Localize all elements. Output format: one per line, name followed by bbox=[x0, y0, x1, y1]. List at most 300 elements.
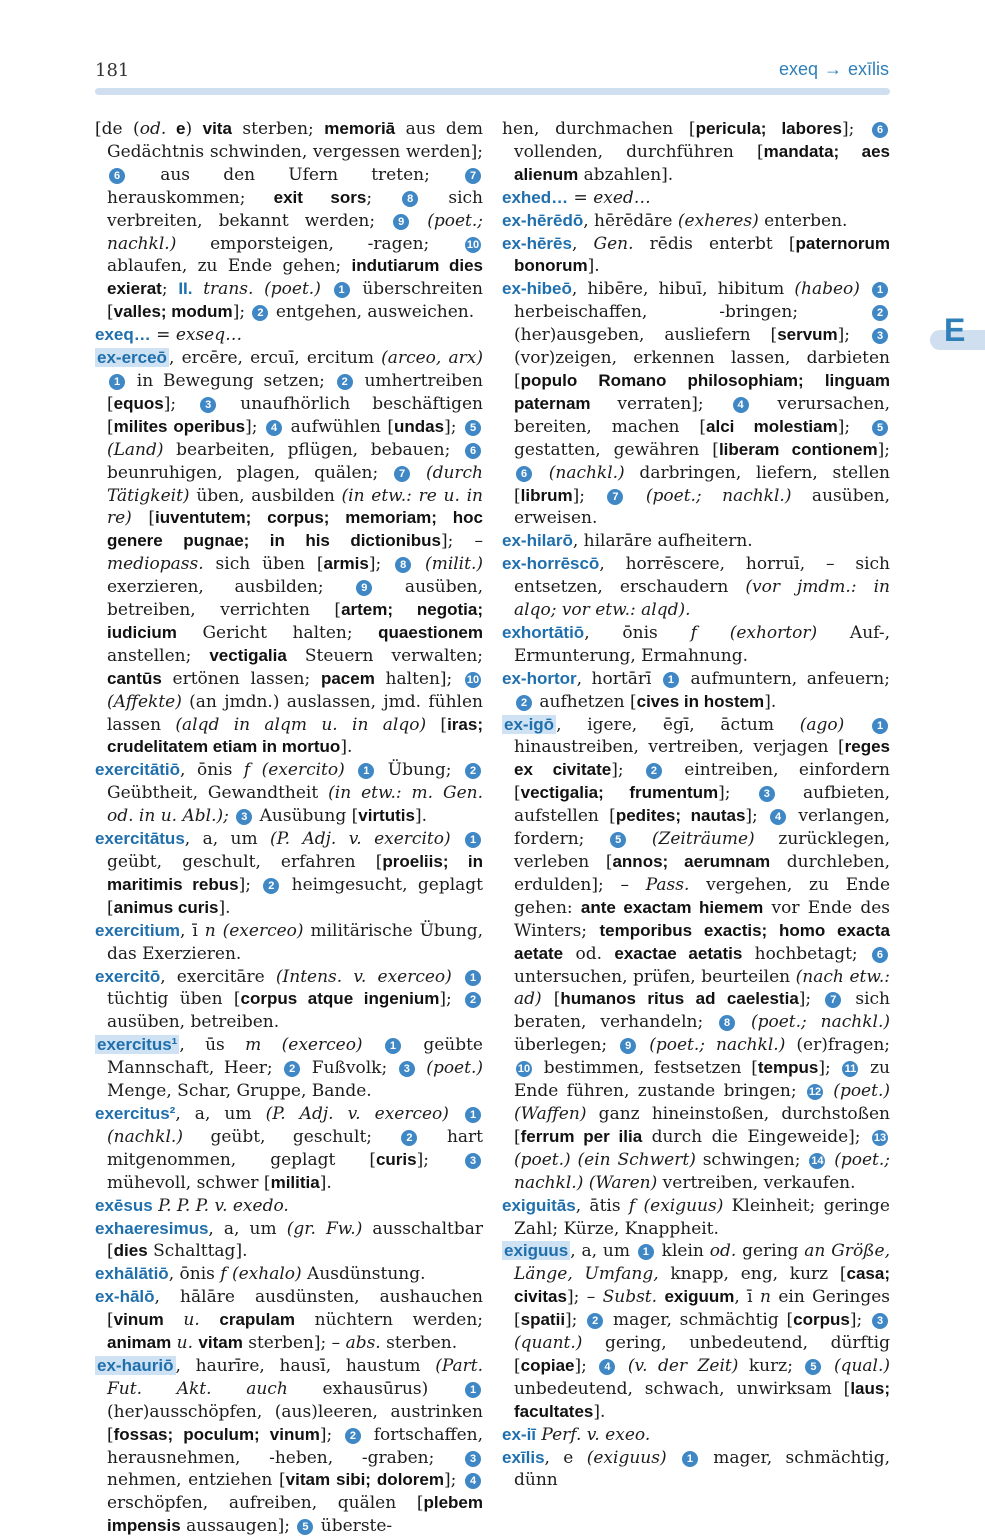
entry-text: ]; bbox=[368, 554, 394, 575]
headword[interactable]: exiguitās bbox=[502, 1195, 576, 1215]
entry-text: sich beraten, verhandeln; bbox=[514, 989, 891, 1033]
headword[interactable]: exercitātus bbox=[95, 829, 185, 849]
headword[interactable]: exeq… bbox=[95, 325, 151, 345]
italic-note: P. P. P. v. exedo. bbox=[152, 1195, 289, 1216]
italic-note: trans. (poet.) bbox=[192, 279, 321, 300]
sense-number: 5 bbox=[805, 1359, 821, 1375]
headword[interactable]: exhaeresimus bbox=[95, 1218, 209, 1238]
entry-text: Menge, Schar, Gruppe, Bande. bbox=[107, 1081, 372, 1102]
sense-number: 13 bbox=[873, 1131, 887, 1144]
entry-text: , ūs bbox=[179, 1035, 246, 1056]
bold-phrase: dies bbox=[113, 1241, 148, 1261]
entry-text: eintreiben, einfordern [ bbox=[514, 760, 890, 804]
entry-text bbox=[321, 279, 332, 299]
entry-text: geübt, geschult, erfahren [ bbox=[107, 852, 383, 872]
entry-text: sich verbreiten, bekannt werden; bbox=[107, 187, 483, 231]
sense-number: 8 bbox=[402, 191, 418, 207]
italic-note: (v. der Zeit) bbox=[617, 1355, 739, 1376]
italic-note: (vor jmdm.: in alqo; vor etw.: alqd). bbox=[514, 577, 890, 621]
entry-ex-horresco bbox=[502, 553, 890, 622]
bold-phrase: corpus atque ingenium bbox=[240, 989, 440, 1009]
headword[interactable]: exhortātiō bbox=[502, 622, 585, 642]
entry-text: exhausūrus) bbox=[287, 1378, 463, 1399]
sense-number: 10 bbox=[517, 1063, 531, 1076]
entry-text: ]; bbox=[238, 874, 262, 895]
italic-note: (poet.) (Waffen) bbox=[514, 1081, 890, 1124]
headword[interactable]: exercitātiō bbox=[95, 760, 181, 780]
entry-text: herbeischaffen, -bringen; bbox=[514, 302, 870, 323]
sense-number: 9 bbox=[393, 214, 409, 230]
bold-phrase: cives in hostem bbox=[636, 691, 765, 711]
entry-text: (er)fragen; bbox=[785, 1035, 890, 1056]
entry-text bbox=[452, 967, 463, 987]
italic-note: (Affekte) bbox=[107, 691, 182, 712]
entry-text: , ōnis bbox=[584, 622, 691, 643]
entry-text: Ausübung [ bbox=[254, 806, 359, 827]
entry-text: [ bbox=[131, 508, 155, 529]
entry-text: darbringen, liefern, stellen [ bbox=[514, 462, 890, 506]
headword[interactable]: ex-hilarō bbox=[502, 531, 573, 551]
italic-note: (qual.) bbox=[823, 1355, 891, 1376]
entry-text: nüchtern werden; bbox=[294, 1310, 483, 1331]
sense-number: 3 bbox=[872, 1313, 888, 1329]
entry-exercitus2 bbox=[95, 1103, 483, 1195]
left-column bbox=[95, 118, 483, 1538]
entry-text: geübt, geschult; bbox=[182, 1126, 400, 1147]
bold-phrase: vitam bbox=[198, 1333, 243, 1353]
entry-text: enterben. bbox=[758, 210, 848, 231]
entry-text bbox=[363, 1035, 383, 1055]
headword[interactable]: ex-horrēscō bbox=[502, 554, 600, 574]
entry-text: hen, durchmachen [ bbox=[502, 119, 696, 139]
entry-text: , hērēdāre bbox=[583, 210, 678, 231]
entry-text: mager, schmächtig [ bbox=[605, 1310, 794, 1331]
entry-exhaeresimus bbox=[95, 1218, 483, 1264]
italic-note: f (exhalo) bbox=[220, 1264, 302, 1285]
entry-text: ]. bbox=[593, 1401, 606, 1422]
entry-text: ]. bbox=[414, 806, 427, 827]
entry-text: [ bbox=[426, 714, 448, 735]
entry-text: vollenden, durchführen [ bbox=[514, 141, 764, 162]
entry-text: ; bbox=[161, 279, 179, 300]
headword[interactable]: exercitus¹ bbox=[97, 1035, 178, 1055]
bold-phrase: pacem bbox=[320, 668, 375, 688]
entry-text: sterben; bbox=[231, 119, 325, 139]
entry-text: überste- bbox=[315, 1516, 393, 1537]
bold-phrase: artem; negotia; iudicium bbox=[107, 600, 483, 642]
entry-text: , ōnis bbox=[180, 760, 244, 781]
entry-text bbox=[449, 1104, 463, 1124]
italic-note: (in etw.: m. Gen. od. in u. Abl.); bbox=[107, 783, 484, 827]
entry-text: [de ( bbox=[95, 119, 140, 139]
entry-text: sterben]; – bbox=[242, 1333, 346, 1354]
bold-phrase: laus; facultates bbox=[514, 1378, 890, 1421]
sense-number: 3 bbox=[200, 397, 216, 413]
italic-note: mediopass. bbox=[107, 554, 204, 575]
entry-exhaurio-cont bbox=[502, 118, 890, 187]
bold-phrase: iras; crudelitatem etiam in mortuo bbox=[107, 714, 483, 757]
entry-text: hart mitgenommen, geplagt [ bbox=[107, 1126, 483, 1170]
entry-text: sterben. bbox=[380, 1333, 458, 1354]
sense-number: 2 bbox=[646, 763, 662, 779]
entry-text: vor Ende des Winters; bbox=[514, 897, 890, 941]
sense-number: 1 bbox=[109, 374, 125, 390]
bold-phrase: undas bbox=[394, 416, 445, 436]
bold-phrase: proeliis; in maritimis rebus bbox=[107, 852, 483, 894]
entry-text: , hortārī bbox=[576, 668, 661, 689]
italic-note: (Land) bbox=[107, 439, 164, 460]
entry-text: tüchtig üben [ bbox=[107, 989, 241, 1010]
headword[interactable]: ex-hauriō bbox=[97, 1355, 174, 1375]
sense-number: 6 bbox=[872, 947, 888, 963]
entry-text: , ātis bbox=[575, 1195, 629, 1216]
entry-text: Kleinheit; geringe Zahl; Kürze, Knappheit. bbox=[514, 1195, 890, 1239]
entry-text: kurz; bbox=[738, 1355, 804, 1376]
sense-number: 8 bbox=[395, 557, 411, 573]
headword[interactable]: ex-hērēs bbox=[502, 233, 572, 253]
italic-note: f (exhortor) bbox=[690, 622, 818, 643]
entry-text: Gericht halten; bbox=[176, 622, 379, 643]
bold-phrase: vectigalia; frumentum bbox=[520, 783, 719, 803]
entry-text: entgehen, ausweichen. bbox=[270, 302, 475, 323]
entry-text: ]; bbox=[841, 119, 871, 139]
entry-exercitatus bbox=[95, 828, 483, 920]
sense-number: 1 bbox=[682, 1451, 698, 1467]
entry-text: = bbox=[150, 325, 176, 346]
italic-note: (exheres) bbox=[677, 210, 759, 231]
bold-phrase: iuventutem; corpus; memoriam; hoc genere pugnae; in his dictionibus bbox=[107, 508, 483, 551]
italic-note: (alqd in alqm u. in alqo) bbox=[175, 714, 427, 735]
entry-text: ) bbox=[185, 119, 203, 139]
entry-text: ]; bbox=[444, 416, 463, 437]
bold-phrase: paternorum bonorum bbox=[514, 233, 890, 276]
bold-phrase: copiae bbox=[520, 1355, 575, 1375]
entry-text: [ bbox=[541, 989, 561, 1010]
italic-note: Pass. bbox=[645, 874, 690, 895]
entry-ex-halo bbox=[95, 1286, 483, 1355]
italic-note: (poet.; nachkl.) bbox=[638, 1035, 786, 1056]
entry-text: ]; bbox=[611, 760, 644, 781]
entry-text: ]; – bbox=[566, 1287, 603, 1308]
bold-phrase: temporibus exactis; homo exacta aetate bbox=[514, 920, 890, 963]
italic-note: (nachkl.) bbox=[534, 462, 625, 483]
italic-note: (nach etw.: ad) bbox=[514, 966, 890, 1010]
sense-number: 1 bbox=[385, 1038, 401, 1054]
entry-text: ; bbox=[366, 187, 401, 208]
entry-text: ]. bbox=[218, 897, 231, 918]
bold-phrase: servum bbox=[777, 325, 838, 345]
italic-note: Subst. bbox=[602, 1287, 658, 1308]
entry-text: ]. bbox=[764, 691, 777, 712]
italic-note: f (exiguus) bbox=[628, 1195, 724, 1216]
entry-text: zu Ende führen, zustande bringen; bbox=[514, 1058, 891, 1102]
sense-number: 1 bbox=[334, 282, 350, 298]
entry-ex-haurio bbox=[95, 1355, 483, 1538]
entry-text: , haurīre, hausī, haustum bbox=[175, 1355, 436, 1376]
headword[interactable]: ex-hālō bbox=[95, 1287, 155, 1307]
entry-exeq bbox=[95, 324, 483, 347]
sense-number: 2 bbox=[345, 1428, 361, 1444]
entry-text: , a, um bbox=[184, 829, 271, 850]
sense-number: 6 bbox=[872, 122, 888, 138]
sense-number: 14 bbox=[811, 1154, 824, 1167]
bold-phrase: vita bbox=[202, 119, 232, 138]
entry-text: verlangen, fordern; bbox=[514, 806, 890, 850]
entry-text: ]. bbox=[319, 1172, 332, 1193]
headword[interactable]: ex-erceō bbox=[97, 348, 167, 368]
bold-phrase: corpus bbox=[793, 1310, 850, 1330]
entry-text: aufhetzen [ bbox=[534, 691, 637, 712]
entry-exesus bbox=[95, 1195, 483, 1218]
italic-note: abs. bbox=[345, 1333, 381, 1354]
entry-text: ]; bbox=[798, 989, 824, 1010]
bold-phrase: exactae aetatis bbox=[614, 943, 743, 963]
entry-text: , a, um bbox=[175, 1103, 266, 1124]
bold-phrase: indutiarum dies exierat bbox=[107, 256, 483, 299]
sense-number: 1 bbox=[638, 1244, 654, 1260]
entry-text: aufwühlen [ bbox=[284, 416, 395, 437]
bold-phrase: plebem impensis bbox=[107, 1493, 483, 1536]
entry-text: durchleben, erdulden]; – bbox=[514, 852, 891, 895]
sense-number: 2 bbox=[284, 1061, 300, 1077]
entry-text: , ī bbox=[180, 920, 205, 941]
italic-note: Perf. v. exeo. bbox=[536, 1424, 651, 1445]
italic-note: (gr. Fw.) bbox=[286, 1218, 363, 1239]
sense-number: 2 bbox=[263, 878, 279, 894]
entry-text: unbedeutend, schwach, unwirksam [ bbox=[514, 1378, 851, 1399]
bold-phrase: e bbox=[166, 119, 186, 138]
entry-text: , ī bbox=[734, 1287, 760, 1308]
entry-text: bestimmen, festsetzen [ bbox=[534, 1058, 758, 1079]
sense-number: 4 bbox=[770, 809, 786, 825]
sense-number: 1 bbox=[358, 763, 374, 779]
entry-text: verraten]; bbox=[590, 393, 731, 414]
entry-text: ertönen lassen; bbox=[161, 668, 321, 689]
entry-ex-igo bbox=[502, 714, 890, 1195]
entry-text: ]; bbox=[416, 1149, 463, 1170]
entry-text: ]; bbox=[245, 416, 265, 437]
entry-text: sich üben [ bbox=[203, 554, 324, 575]
bold-phrase: crapulam bbox=[219, 1310, 295, 1330]
headword[interactable]: ex-hortor bbox=[502, 668, 577, 688]
entry-text: überschreiten [ bbox=[107, 279, 483, 323]
italic-note: Gen. bbox=[593, 233, 634, 254]
sense-number: 3 bbox=[236, 809, 252, 825]
italic-note: (poet.) bbox=[416, 1058, 483, 1079]
entry-text: aus den Ufern treten; bbox=[127, 164, 463, 185]
entry-exhed bbox=[502, 187, 890, 210]
headword[interactable]: exēsus bbox=[95, 1195, 153, 1215]
italic-note: (nachkl.) bbox=[107, 1126, 183, 1147]
bold-phrase: animus curis bbox=[113, 897, 219, 917]
right-column bbox=[502, 118, 890, 1492]
italic-note: (Zeiträume) bbox=[628, 829, 755, 850]
entry-text bbox=[345, 760, 357, 780]
entry-text: unaufhörlich beschäftigen [ bbox=[107, 393, 483, 437]
entry-exeo-cont bbox=[95, 118, 483, 324]
italic-note: n (exerceo) bbox=[204, 920, 304, 941]
bold-phrase: exit sors bbox=[273, 187, 367, 207]
bold-phrase: exiguum bbox=[664, 1287, 735, 1307]
entry-text: heimgesucht, geplagt [ bbox=[107, 874, 483, 918]
entry-text: ]; bbox=[163, 393, 199, 414]
bold-phrase: tempus bbox=[757, 1058, 819, 1078]
italic-note: (poet.; nachkl.) bbox=[737, 1012, 890, 1033]
sense-number: 2 bbox=[516, 695, 532, 711]
bold-phrase: vitam sibi; dolorem bbox=[285, 1470, 444, 1490]
headword[interactable]: exercitium bbox=[95, 920, 181, 940]
bold-phrase: ferrum per ilia bbox=[520, 1126, 643, 1146]
entry-exercitus1 bbox=[95, 1034, 483, 1103]
headword[interactable]: exercitus² bbox=[95, 1103, 176, 1123]
header-rule bbox=[95, 88, 890, 95]
entry-text: Geübtheit, Gewandtheit bbox=[107, 783, 329, 804]
entry-text: nehmen, entziehen [ bbox=[107, 1470, 286, 1491]
headword[interactable]: ex-hibeō bbox=[502, 279, 572, 299]
sense-number: 9 bbox=[356, 580, 372, 596]
entry-text: = bbox=[568, 187, 594, 208]
sense-number: 2 bbox=[252, 305, 268, 321]
entry-text: umhertreiben [ bbox=[107, 370, 483, 414]
entry-text: , hālāre ausdünsten, aushauchen [ bbox=[107, 1287, 483, 1331]
page-number: 181 bbox=[95, 60, 130, 81]
italic-note: (in etw.: re u. in re) bbox=[107, 485, 483, 529]
entry-text: rēdis enterbt [ bbox=[633, 233, 796, 254]
entry-text: herauskommen; bbox=[107, 187, 274, 208]
entry-text: aussaugen]; bbox=[180, 1516, 296, 1537]
sense-number: 6 bbox=[109, 168, 125, 184]
bold-phrase: cantūs bbox=[107, 668, 162, 688]
bold-phrase: liberam contionem bbox=[718, 439, 878, 459]
entry-text: ]; bbox=[818, 1058, 841, 1079]
entry-exercitium bbox=[95, 920, 483, 966]
entry-text: (her)ausgeben, ausliefern [ bbox=[514, 325, 778, 346]
bold-phrase: fossas; poculum; vinum bbox=[113, 1424, 320, 1444]
entry-text: aus dem Gedächtnis schwinden, vergessen werden]; bbox=[107, 119, 483, 162]
sense-number: 10 bbox=[466, 673, 480, 686]
italic-note: (arceo, arx) bbox=[381, 348, 483, 369]
entry-text: hinaustreiben, vertreiben, verjagen [ bbox=[514, 737, 845, 758]
headword[interactable]: exercitō bbox=[95, 966, 161, 986]
entry-ex-hortor bbox=[502, 668, 890, 714]
sense-number: 3 bbox=[759, 786, 775, 802]
entry-ex-hilaro bbox=[502, 530, 890, 553]
sense-number: 1 bbox=[465, 1382, 481, 1398]
italic-note: an Größe, Länge, Umfang, bbox=[514, 1241, 890, 1285]
entry-text: , exercitāre bbox=[160, 966, 276, 987]
italic-note: n bbox=[759, 1287, 771, 1308]
entry-text: ]; bbox=[745, 806, 769, 827]
sense-number: 5 bbox=[465, 420, 481, 436]
sense-number: 1 bbox=[465, 832, 481, 848]
sense-number: 5 bbox=[297, 1519, 313, 1535]
entry-text: beunruhigen, plagen, quälen; bbox=[107, 462, 393, 483]
entry-text: überlegen; bbox=[514, 1035, 619, 1056]
running-head bbox=[779, 59, 889, 80]
entry-text: ausüben, betreiben, verrichten [ bbox=[107, 577, 483, 621]
sense-number: 2 bbox=[465, 992, 481, 1008]
sense-number: 2 bbox=[401, 1130, 417, 1146]
thumb-index-letter[interactable]: E bbox=[944, 312, 966, 348]
section-marker: II. bbox=[178, 279, 193, 299]
italic-note: u. bbox=[163, 1310, 200, 1331]
sense-number: 10 bbox=[466, 238, 480, 251]
italic-note: (Part. Fut. Akt. auch bbox=[107, 1355, 483, 1399]
headword[interactable]: ex-igō bbox=[504, 714, 555, 734]
sense-number: 4 bbox=[465, 1473, 481, 1489]
entry-text: ausüben, betreiben. bbox=[107, 1012, 280, 1033]
entry-exhalatio bbox=[95, 1263, 483, 1286]
entry-exiguitas bbox=[502, 1195, 890, 1241]
entry-text: , hilarāre aufheitern. bbox=[572, 531, 753, 552]
bold-phrase: mandata; aes alienum bbox=[514, 141, 890, 184]
italic-note: exseq… bbox=[175, 325, 243, 346]
headword[interactable]: ex-hērēdō bbox=[502, 210, 584, 230]
entry-text: , ercēre, ercuī, ercitum bbox=[168, 348, 382, 369]
entry-text: halten]; bbox=[374, 668, 464, 689]
entry-text: , horrēscere, horruī, – sich entsetzen, erschaudern bbox=[514, 554, 890, 598]
entry-text: gering bbox=[736, 1241, 805, 1262]
bold-phrase: quaestionem bbox=[378, 622, 483, 642]
entry-text bbox=[229, 806, 234, 826]
entry-text: vertreiben, verkaufen. bbox=[657, 1172, 856, 1193]
sense-number: 8 bbox=[719, 1015, 735, 1031]
sense-number: 2 bbox=[587, 1313, 603, 1329]
entry-text: gering, unbedeutend, dürftig [ bbox=[514, 1333, 890, 1376]
italic-note: (habeo) bbox=[794, 279, 860, 300]
entry-text: üben, ausbilden bbox=[189, 485, 342, 506]
headword[interactable]: exiguus bbox=[504, 1241, 569, 1261]
italic-note: (Intens. v. exerceo) bbox=[275, 966, 452, 987]
sense-number: 1 bbox=[872, 718, 888, 734]
entry-text: (her)ausschöpfen, (aus)leeren, austrinken [ bbox=[107, 1401, 483, 1445]
entry-text: zurücklegen, verleben [ bbox=[514, 829, 890, 872]
bold-phrase: populo Romano philosophiam; linguam paternam bbox=[514, 370, 890, 413]
entry-text: durch die Eingeweide]; bbox=[642, 1126, 870, 1147]
headword[interactable]: exhed… bbox=[502, 187, 569, 207]
entry-text: ]; bbox=[232, 302, 251, 323]
entry-ex-hibeo bbox=[502, 278, 890, 530]
sense-number: 7 bbox=[394, 466, 410, 482]
bold-phrase: armis bbox=[323, 554, 369, 574]
entry-text: ]. bbox=[340, 737, 353, 758]
entry-text: schwingen; bbox=[695, 1149, 808, 1170]
entry-text: , e bbox=[544, 1447, 587, 1468]
entry-text: Schalttag]. bbox=[147, 1241, 248, 1262]
entry-text: (an jmdn.) auslassen, jmd. fühlen lassen bbox=[107, 691, 483, 735]
entry-text bbox=[667, 1448, 680, 1468]
bold-phrase: humanos ritus ad caelestia bbox=[560, 989, 799, 1009]
entry-text: ]; bbox=[718, 783, 757, 804]
italic-note: u. bbox=[171, 1333, 194, 1354]
entry-text: bearbeiten, pflügen, bebauen; bbox=[163, 439, 463, 460]
headword[interactable]: exhālātiō bbox=[95, 1264, 169, 1284]
entry-text: ein Geringes [ bbox=[514, 1287, 890, 1331]
entry-text: aufmuntern, anfeuern; bbox=[680, 668, 890, 689]
entry-text: vergehen, zu Ende gehen: bbox=[514, 874, 890, 918]
entry-exercitatio bbox=[95, 759, 483, 828]
headword[interactable]: exīlis bbox=[502, 1447, 545, 1467]
bold-phrase: ante exactam hiemem bbox=[580, 897, 764, 917]
bold-phrase: librum bbox=[520, 485, 573, 505]
entry-exilis bbox=[502, 1447, 890, 1493]
sense-number: 4 bbox=[599, 1359, 615, 1375]
headword[interactable]: ex-iī bbox=[502, 1424, 537, 1444]
entry-text: ]; bbox=[837, 325, 870, 346]
bold-phrase: alci molestiam bbox=[706, 416, 838, 436]
bold-phrase: pericula; labores bbox=[695, 119, 842, 138]
bold-phrase: reges ex civitate bbox=[514, 737, 890, 780]
